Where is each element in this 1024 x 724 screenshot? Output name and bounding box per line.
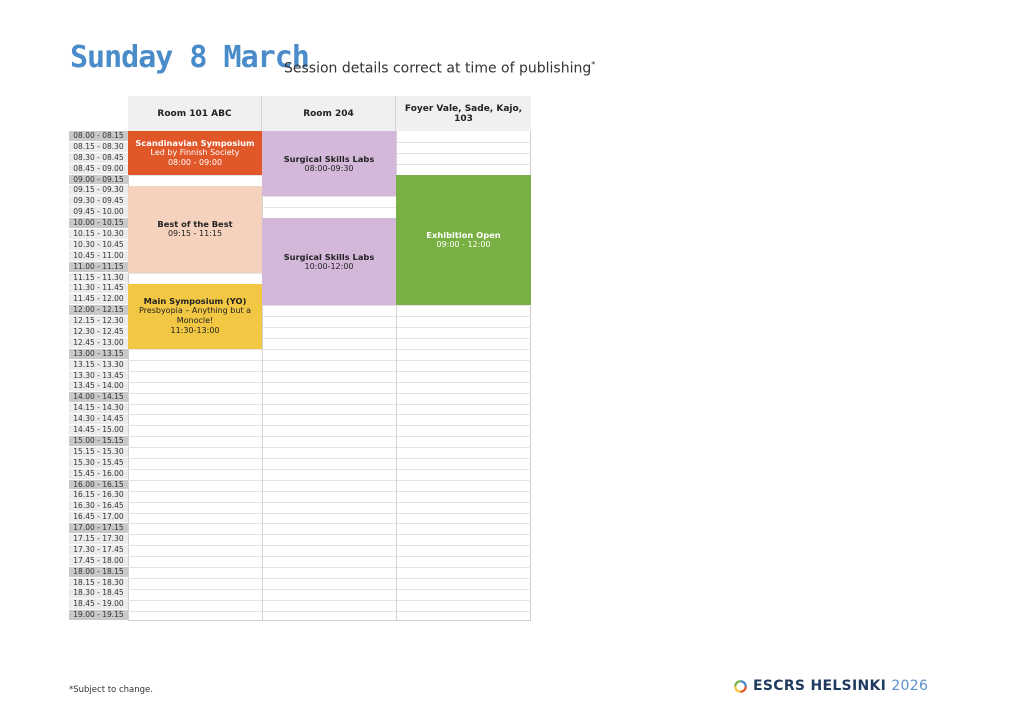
row-divider	[128, 371, 531, 372]
time-slot: 11.00 - 11.15	[69, 262, 128, 273]
escrs-logo	[733, 676, 928, 696]
row-divider	[128, 491, 531, 492]
time-slot: 09.00 - 09.15	[69, 175, 128, 186]
time-slot: 09.15 - 09.30	[69, 185, 128, 196]
session-title: Best of the Best	[157, 219, 233, 230]
time-slot: 12.00 - 12.15	[69, 305, 128, 316]
row-divider	[128, 513, 531, 514]
row-divider	[128, 447, 531, 448]
row-divider	[128, 469, 531, 470]
time-slot: 18.00 - 18.15	[69, 567, 128, 578]
time-slot: 15.45 - 16.00	[69, 469, 128, 480]
time-slot: 08.15 - 08.30	[69, 142, 128, 153]
time-slot: 12.30 - 12.45	[69, 327, 128, 338]
subtitle-text: Session details correct at time of publishing	[284, 60, 592, 77]
room-header-foyer: Foyer Vale, Sade, Kajo, 103	[396, 96, 531, 131]
time-slot: 19.00 - 19.15	[69, 610, 128, 621]
row-divider	[128, 480, 531, 481]
row-divider	[128, 611, 531, 612]
time-slot: 08.30 - 08.45	[69, 153, 128, 164]
room-header-101-abc: Room 101 ABC	[128, 96, 262, 131]
session-block	[262, 131, 396, 196]
logo-year: 2026	[891, 678, 929, 694]
session-title: Scandinavian Symposium	[135, 137, 255, 148]
time-slot: 17.45 - 18.00	[69, 556, 128, 567]
row-divider	[128, 458, 531, 459]
time-slot: 18.30 - 18.45	[69, 588, 128, 599]
session-title: Surgical Skills Labs	[283, 153, 375, 164]
page-subtitle	[284, 60, 595, 77]
time-slot: 16.15 - 16.30	[69, 490, 128, 501]
time-slot: 12.45 - 13.00	[69, 338, 128, 349]
session-detail: Led by Finnish Society	[150, 147, 240, 157]
session-block	[396, 175, 531, 306]
room-header-204: Room 204	[262, 96, 396, 131]
time-slot: 12.15 - 12.30	[69, 316, 128, 327]
row-divider	[128, 600, 531, 601]
time-slot: 10.45 - 11.00	[69, 251, 128, 262]
time-slot: 16.45 - 17.00	[69, 512, 128, 523]
row-divider	[128, 436, 531, 437]
time-slot: 18.15 - 18.30	[69, 578, 128, 589]
session-detail: 08:00 - 09:00	[167, 157, 223, 167]
time-slot: 13.30 - 13.45	[69, 371, 128, 382]
time-slot: 13.15 - 13.30	[69, 360, 128, 371]
column-divider	[262, 131, 263, 621]
session-detail: 08:00-09:30	[304, 163, 354, 173]
escrs-ring-icon	[733, 679, 748, 694]
session-detail: 09:15 - 11:15	[167, 229, 223, 239]
time-slot: 10.15 - 10.30	[69, 229, 128, 240]
footnote: *Subject to change.	[69, 685, 153, 695]
time-slot: 15.30 - 15.45	[69, 458, 128, 469]
time-slot: 17.00 - 17.15	[69, 523, 128, 534]
time-slot: 08.45 - 09.00	[69, 164, 128, 175]
session-block	[128, 131, 262, 175]
time-slot: 13.45 - 14.00	[69, 381, 128, 392]
time-slot: 09.30 - 09.45	[69, 196, 128, 207]
session-block	[128, 284, 262, 349]
time-slot: 10.30 - 10.45	[69, 240, 128, 251]
time-slot: 08.00 - 08.15	[69, 131, 128, 142]
time-slot-column	[69, 131, 128, 621]
row-divider	[128, 545, 531, 546]
session-title: Main Symposium (YO)	[143, 296, 247, 307]
logo-name: ESCRS HELSINKI	[753, 678, 887, 694]
time-slot: 17.30 - 17.45	[69, 545, 128, 556]
row-divider	[128, 567, 531, 568]
time-slot: 11.15 - 11.30	[69, 273, 128, 284]
time-slot: 18.45 - 19.00	[69, 599, 128, 610]
row-divider	[128, 556, 531, 557]
time-slot: 11.45 - 12.00	[69, 294, 128, 305]
session-block	[262, 218, 396, 305]
session-detail: 10:00-12:00	[304, 261, 354, 271]
time-slot: 14.45 - 15.00	[69, 425, 128, 436]
session-title: Surgical Skills Labs	[283, 251, 375, 262]
row-divider	[128, 360, 531, 361]
session-detail: 09:00 - 12:00	[436, 239, 491, 249]
time-slot: 13.00 - 13.15	[69, 349, 128, 360]
session-block	[128, 186, 262, 273]
row-divider	[128, 502, 531, 503]
row-divider	[128, 414, 531, 415]
time-slot: 17.15 - 17.30	[69, 534, 128, 545]
row-divider	[128, 425, 531, 426]
row-divider	[128, 393, 531, 394]
time-slot: 09.45 - 10.00	[69, 207, 128, 218]
time-slot: 16.00 - 16.15	[69, 480, 128, 491]
time-slot: 16.30 - 16.45	[69, 501, 128, 512]
time-slot: 14.15 - 14.30	[69, 403, 128, 414]
logo-wordmark	[753, 678, 928, 694]
time-slot: 14.30 - 14.45	[69, 414, 128, 425]
subtitle-asterisk: *	[591, 60, 596, 69]
row-divider	[128, 578, 531, 579]
session-detail: Presbyopia – Anything but a Monocle!	[138, 306, 251, 326]
row-divider	[128, 349, 531, 350]
time-slot: 10.00 - 10.15	[69, 218, 128, 229]
session-title: Exhibition Open	[426, 229, 501, 240]
row-divider	[128, 534, 531, 535]
row-divider	[128, 404, 531, 405]
session-detail: 11:30-13:00	[170, 326, 220, 336]
row-divider	[128, 382, 531, 383]
time-slot: 14.00 - 14.15	[69, 392, 128, 403]
time-slot: 11.30 - 11.45	[69, 283, 128, 294]
row-divider	[128, 589, 531, 590]
row-divider	[128, 523, 531, 524]
time-slot: 15.00 - 15.15	[69, 436, 128, 447]
page-title: Sunday 8 March	[70, 40, 309, 75]
time-slot: 15.15 - 15.30	[69, 447, 128, 458]
